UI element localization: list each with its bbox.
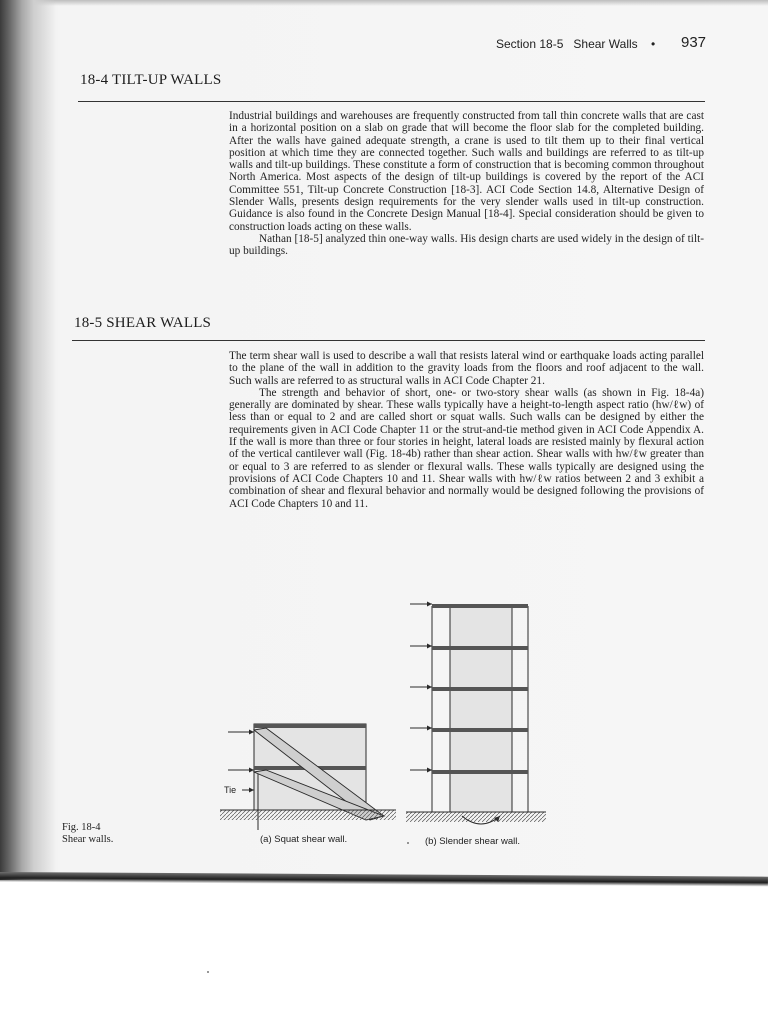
squat-shear-wall (220, 724, 396, 830)
section-18-5-body (229, 350, 704, 510)
slender-slab (432, 728, 528, 732)
arrow-head-icon (427, 726, 432, 731)
shear-walls-figure (210, 590, 550, 860)
arrow-head-icon (249, 730, 254, 735)
page-number: 937 (681, 34, 707, 51)
running-head-title: Shear Walls (573, 37, 638, 51)
paragraph: Industrial buildings and warehouses are frequently constructed from tall thin concrete walls that are cast in a horizontal position on a slab on grade that will become the floor slab for the completed building. After the walls have gained adequate strength, a crane is used to tilt them up to their final vertical position at which time they are connected together. Such walls and buildings are referred to as tilt-up walls and tilt-up buildings. These constitute a form of construction that is becoming common throughout North America. Most aspects of the design of tilt-up buildings is covered by the report of the ACI Committee 551, Tilt-up Concrete Construction [18-3]. ACI Code Section 14.8, Alternative Design of Slender Walls, presents design requirements for the very slender walls used in tilt-up construction. Guidance is also found in the Concrete Design Manual [18-4]. Special consideration should be given to construction loads acting on these walls. (229, 110, 704, 233)
squat-foundation (220, 810, 396, 820)
section-heading-18-4: 18-4 TILT-UP WALLS (80, 72, 222, 88)
subcaption-squat: (a) Squat shear wall. (260, 834, 348, 845)
page-margin-bottom (0, 880, 768, 1024)
slender-slab (432, 646, 528, 650)
shear-walls-illustration (210, 590, 550, 860)
arrow-head-icon (427, 602, 432, 607)
paragraph: The term shear wall is used to describe a wall that resists lateral wind or earthquake loads acting parallel to the plane of the wall in addition to the gravity loads from the floors and roof adjacent to the wall. Such walls are referred to as structural walls in ACI Code Chapter 21. (229, 350, 704, 387)
slender-slab (432, 770, 528, 774)
arrow-head-icon (427, 768, 432, 773)
figure-number: Fig. 18-4 (62, 822, 101, 833)
tie-label: Tie (224, 785, 237, 795)
slender-slab (432, 604, 528, 608)
running-head-section: Section 18-5 (496, 37, 564, 51)
paragraph: The strength and behavior of short, one- or two-story shear walls (as shown in Fig. 18-4a) generally are dominated by shear. These walls typically have a height-to-length aspect ratio (hw/ℓw) of less than or equal to 2 and are called short or squat walls. Such walls can be designed by either the requirements given in ACI Code Chapter 11 or the strut-and-tie method given in ACI Code Appendix A. If the wall is more than three or four stories in height, lateral loads are resisted mainly by flexural action of the vertical cantilever wall (Fig. 18-4b) rather than shear action. Shear walls with hw/ℓw greater than or equal to 3 are referred to as slender or flexural walls. These walls typically are designed using the provisions of ACI Code Chapters 10 and 11. Shear walls with hw/ℓw ratios between 2 and 3 exhibit a combination of shear and flexural behavior and normally would be designed following the provisions of ACI Code Chapters 10 and 11. (229, 386, 704, 510)
subcaption-slender: (b) Slender shear wall. (425, 836, 521, 847)
arrow-head-icon (249, 788, 254, 793)
figure-caption (62, 822, 113, 846)
slender-shear-wall (406, 602, 546, 825)
section-rule-18-5 (72, 340, 705, 341)
figure-caption-text: Shear walls. (62, 834, 114, 845)
scan-speck (407, 842, 409, 844)
section-heading-18-5: 18-5 SHEAR WALLS (74, 315, 212, 331)
arrow-head-icon (427, 644, 432, 649)
paragraph: Nathan [18-5] analyzed thin one-way walls. His design charts are used widely in the design of tilt-up buildings. (229, 232, 704, 258)
page-top-shadow (0, 0, 768, 6)
scan-speck (207, 971, 209, 973)
arrow-head-icon (427, 685, 432, 690)
running-head (496, 37, 665, 51)
running-head-bullet: • (651, 37, 656, 51)
slender-slab (432, 687, 528, 691)
section-18-4-body (229, 110, 704, 258)
slender-foundation (406, 812, 546, 822)
book-spine-shadow (0, 0, 56, 880)
section-rule-18-4 (78, 101, 705, 102)
squat-roof-slab (254, 724, 366, 728)
slender-wall-panel (450, 606, 512, 812)
